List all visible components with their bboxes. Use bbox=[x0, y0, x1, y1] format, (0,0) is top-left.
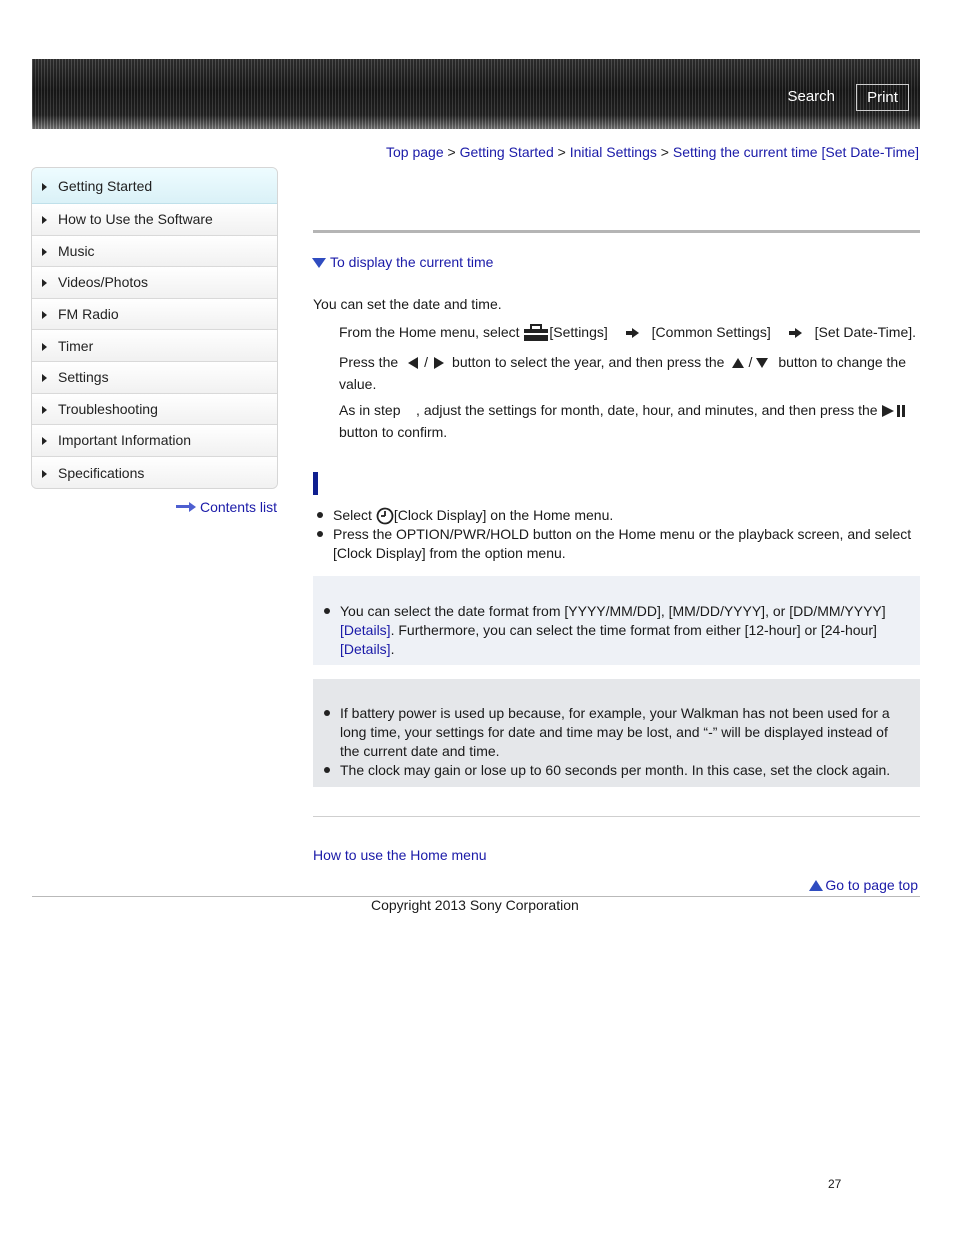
breadcrumb-current-page[interactable]: Setting the current time [Set Date-Time] bbox=[672, 144, 919, 160]
sidebar-item-videos-photos[interactable] bbox=[32, 267, 277, 299]
caret-right-icon bbox=[42, 343, 47, 351]
related-divider bbox=[313, 816, 920, 817]
arrow-right-icon bbox=[626, 328, 640, 338]
date-format-details-link[interactable]: [Details] bbox=[340, 622, 391, 638]
go-top-label: Go to page top bbox=[825, 877, 918, 893]
slash: / bbox=[748, 354, 753, 370]
caret-right-icon bbox=[42, 311, 47, 319]
triangle-up-icon bbox=[809, 880, 823, 891]
page-number: 27 bbox=[828, 1177, 842, 1191]
list-item: Press the OPTION/PWR/HOLD button on the Home menu or the playback screen, and select [Clock Display] from the option menu. bbox=[313, 525, 920, 563]
step-2-text: button to select the year, and then press the bbox=[452, 354, 725, 370]
sidebar-item-label: Videos/Photos bbox=[58, 274, 149, 291]
breadcrumb-top-page[interactable]: Top page bbox=[386, 144, 444, 160]
hint-text: You can select the date format from [YYYY/MM/DD], [MM/DD/YYYY], or [DD/MM/YYYY] bbox=[340, 603, 886, 619]
sidebar-item-settings[interactable] bbox=[32, 362, 277, 394]
to-display-label: To display the current time bbox=[330, 254, 494, 270]
step-2-text: button to change the value. bbox=[339, 354, 906, 392]
go-to-page-top-link[interactable] bbox=[809, 877, 918, 893]
common-settings-label: [Common Settings] bbox=[651, 324, 771, 340]
triangle-down-icon bbox=[756, 358, 768, 368]
to-display-current-time-link[interactable] bbox=[312, 254, 493, 270]
sidebar-item-how-to-use-software[interactable] bbox=[32, 204, 277, 236]
step-3-text: , adjust the settings for month, date, hour, and minutes, and then press the bbox=[416, 402, 878, 418]
toolbox-settings-icon bbox=[523, 324, 549, 342]
caret-right-icon bbox=[42, 183, 47, 191]
step-1 bbox=[339, 321, 919, 343]
settings-label: [Settings] bbox=[549, 324, 608, 340]
sidebar-item-fm-radio[interactable] bbox=[32, 299, 277, 331]
list-item bbox=[323, 602, 898, 659]
triangle-up-icon bbox=[732, 358, 744, 368]
sidebar-item-timer[interactable] bbox=[32, 330, 277, 362]
print-button[interactable]: Print bbox=[856, 84, 909, 111]
list-item bbox=[313, 506, 920, 525]
copyright-text: Copyright 2013 Sony Corporation bbox=[371, 897, 579, 913]
sidebar-item-getting-started[interactable] bbox=[32, 168, 277, 204]
play-pause-icon bbox=[882, 405, 908, 417]
sidebar-nav bbox=[31, 167, 278, 489]
caret-right-icon bbox=[42, 248, 47, 256]
sidebar-item-label: Troubleshooting bbox=[58, 400, 158, 417]
arrow-right-icon bbox=[176, 502, 196, 512]
breadcrumb-getting-started[interactable]: Getting Started bbox=[459, 144, 554, 160]
caret-right-icon bbox=[42, 374, 47, 382]
breadcrumb-separator: > bbox=[660, 144, 669, 160]
intro-text: You can set the date and time. bbox=[313, 296, 502, 312]
title-divider bbox=[313, 230, 920, 233]
caret-right-icon bbox=[42, 216, 47, 224]
hint-box bbox=[313, 576, 920, 665]
caret-right-icon bbox=[42, 470, 47, 478]
step-2-text: Press the bbox=[339, 354, 399, 370]
contents-list-link[interactable] bbox=[176, 499, 277, 515]
set-date-time-label: [Set Date-Time]. bbox=[814, 324, 917, 340]
sidebar-item-label: Settings bbox=[58, 369, 109, 386]
header-bar bbox=[32, 59, 920, 129]
breadcrumb-separator: > bbox=[447, 144, 456, 160]
caret-right-icon bbox=[42, 279, 47, 287]
step-3-text: button to confirm. bbox=[339, 424, 448, 440]
hint-text: . Furthermore, you can select the time format from either [12-hour] or [24-hour] bbox=[390, 622, 877, 638]
sidebar-item-troubleshooting[interactable] bbox=[32, 394, 277, 426]
search-button[interactable]: Search bbox=[787, 88, 835, 105]
section-accent-bar bbox=[313, 472, 318, 495]
step-1-text: From the Home menu, select bbox=[339, 324, 520, 340]
breadcrumb bbox=[386, 144, 919, 160]
list-item: The clock may gain or lose up to 60 seconds per month. In this case, set the clock again. bbox=[323, 761, 898, 780]
triangle-left-icon bbox=[408, 357, 418, 369]
time-format-details-link[interactable]: [Details] bbox=[340, 641, 391, 657]
how-to-use-home-menu-link[interactable]: How to use the Home menu bbox=[313, 847, 487, 863]
sidebar-item-label: Important Information bbox=[58, 432, 192, 449]
sidebar-item-label: Specifications bbox=[58, 464, 145, 481]
bullet-text: Select bbox=[333, 507, 372, 523]
caret-right-icon bbox=[42, 437, 47, 445]
sidebar-item-important-information[interactable] bbox=[32, 425, 277, 457]
bullet-text: [Clock Display] on the Home menu. bbox=[393, 507, 614, 523]
sidebar-item-music[interactable] bbox=[32, 236, 277, 268]
slash: / bbox=[424, 354, 429, 370]
sidebar-item-label: How to Use the Software bbox=[58, 211, 213, 228]
triangle-right-icon bbox=[434, 357, 444, 369]
hint-text: . bbox=[390, 641, 395, 657]
triangle-down-icon bbox=[312, 258, 326, 268]
sidebar-item-label: FM Radio bbox=[58, 306, 119, 323]
arrow-right-icon bbox=[789, 328, 803, 338]
breadcrumb-initial-settings[interactable]: Initial Settings bbox=[569, 144, 657, 160]
sidebar-item-specifications[interactable] bbox=[32, 457, 277, 489]
sidebar-item-label: Music bbox=[58, 242, 95, 259]
display-time-bullets bbox=[313, 506, 920, 563]
list-item: If battery power is used up because, for example, your Walkman has not been used for a long time, your settings for date and time may be lost, and “-” will be displayed instead of the current date and time. bbox=[323, 704, 898, 761]
step-3-text: As in step bbox=[339, 402, 401, 418]
note-box bbox=[313, 679, 920, 787]
contents-list-label: Contents list bbox=[199, 499, 277, 515]
clock-icon bbox=[376, 507, 394, 525]
caret-right-icon bbox=[42, 406, 47, 414]
breadcrumb-separator: > bbox=[557, 144, 566, 160]
step-2 bbox=[339, 351, 919, 395]
sidebar-item-label: Getting Started bbox=[58, 177, 153, 194]
step-3 bbox=[339, 399, 919, 443]
sidebar-item-label: Timer bbox=[58, 337, 94, 354]
